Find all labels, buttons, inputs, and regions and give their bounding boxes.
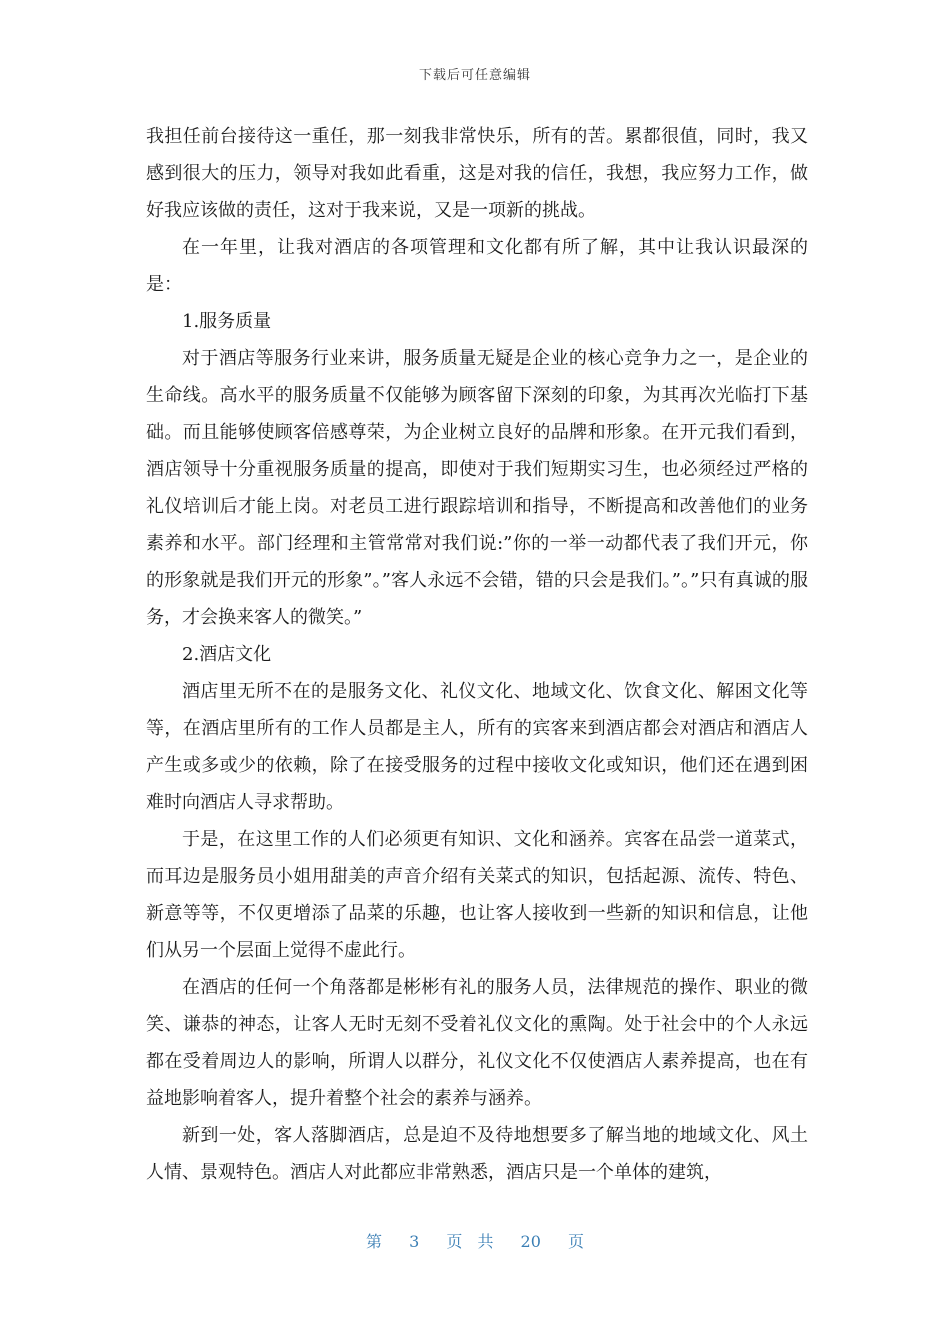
document-body [146,118,808,1191]
paragraph: 在一年里，让我对酒店的各项管理和文化都有所了解，其中让我认识最深的是： [146,237,808,295]
paragraph: 我担任前台接待这一重任，那一刻我非常快乐，所有的苦。累都很值，同时，我又感到很大的压力，领导对我如此看重，这是对我的信任，我想，我应努力工作，做好我应该做的责任，这对于我来说，又是一项新的挑战。 [146,126,808,221]
paragraph: 于是，在这里工作的人们必须更有知识、文化和涵养。宾客在品尝一道菜式，而耳边是服务员小姐用甜美的声音介绍有关菜式的知识，包括起源、流传、特色、新意等等，不仅更增添了品菜的乐趣，也让客人接收到一些新的知识和信息，让他们从另一个层面上觉得不虚此行。 [146,829,808,961]
page-header-note: 下载后可任意编辑 [418,68,531,83]
section-heading: 1.服务质量 [182,311,272,332]
page-suffix: 页 [568,1232,585,1251]
paragraph: 酒店里无所不在的是服务文化、礼仪文化、地域文化、饮食文化、解困文化等等，在酒店里所有的工作人员都是主人，所有的宾客来到酒店都会对酒店和酒店人产生或多或少的依赖，除了在接受服务的过程中接收文化或知识，他们还在遇到困难时向酒店人寻求帮助。 [146,681,808,813]
section-heading: 2.酒店文化 [182,644,272,665]
page-middle-text: 页 共 [446,1232,494,1251]
page-prefix: 第 [365,1232,382,1251]
page-number-footer [0,1229,950,1252]
paragraph: 在酒店的任何一个角落都是彬彬有礼的服务人员，法律规范的操作、职业的微笑、谦恭的神态，让客人无时无刻不受着礼仪文化的熏陶。处于社会中的个人永远都在受着周边人的影响，所谓人以群分，礼仪文化不仅使酒店人素养提高，也在有益地影响着客人，提升着整个社会的素养与涵养。 [146,977,808,1109]
paragraph: 新到一处，客人落脚酒店，总是迫不及待地想要多了解当地的地域文化、风土人情、景观特色。酒店人对此都应非常熟悉，酒店只是一个单体的建筑， [146,1125,808,1183]
paragraph: 对于酒店等服务行业来讲，服务质量无疑是企业的核心竞争力之一，是企业的生命线。高水平的服务质量不仅能够为顾客留下深刻的印象，为其再次光临打下基础。而且能够使顾客倍感尊荣，为企业树立良好的品牌和形象。在开元我们看到，酒店领导十分重视服务质量的提高，即使对于我们短期实习生，也必须经过严格的礼仪培训后才能上岗。对老员工进行跟踪培训和指导，不断提高和改善他们的业务素养和水平。部门经理和主管常常对我们说:”你的一举一动都代表了我们开元，你的形象就是我们开元的形象”。”客人永远不会错，错的只会是我们。”。”只有真诚的服务，才会换来客人的微笑。” [146,348,808,628]
total-page-count: 20 [520,1232,541,1251]
current-page-number: 3 [409,1232,420,1251]
